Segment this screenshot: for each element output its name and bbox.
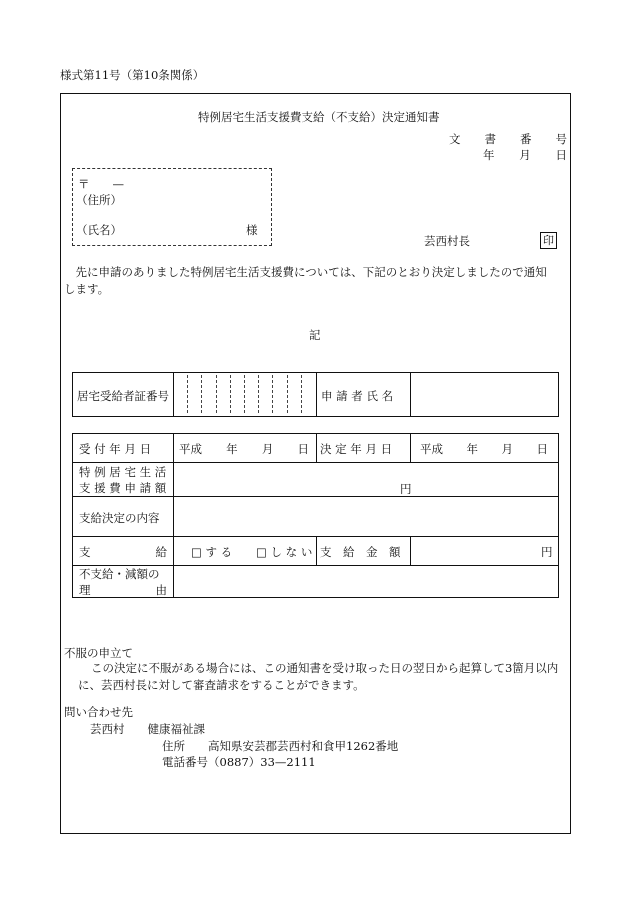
application-amount-label-2: 支 援 費 申 請 額 xyxy=(79,481,167,495)
honorific: 様 xyxy=(246,223,258,237)
objection-heading: 不服の申立て xyxy=(64,646,133,660)
receipt-date-label: 受 付 年 月 日 xyxy=(79,442,152,456)
payment-amount-yen: 円 xyxy=(541,545,553,559)
objection-line-2: に、芸西村長に対して審査請求をすることができます。 xyxy=(78,678,365,692)
date-day: 日 xyxy=(555,148,567,162)
decision-date-label: 決 定 年 月 日 xyxy=(320,442,393,456)
document-title: 特例居宅生活支援費支給（不支給）決定通知書 xyxy=(198,110,440,124)
receipt-date-value: 平成 年 月 日 xyxy=(179,442,309,456)
seal-mark: 印 xyxy=(540,232,557,249)
reason-label-1: 不支給・減額の xyxy=(79,567,160,581)
decision-content-label: 支給決定の内容 xyxy=(79,511,160,525)
contact-heading: 問い合わせ先 xyxy=(64,705,133,719)
reason-label-2: 理 由 xyxy=(79,583,167,597)
contact-phone: 電話番号（0887）33—2111 xyxy=(162,755,316,769)
payment-label: 支 給 xyxy=(79,545,167,559)
form-number: 様式第11号（第10条関係） xyxy=(60,68,205,82)
doc-number-char: 号 xyxy=(555,132,567,146)
application-amount-label-1: 特 例 居 宅 生 活 xyxy=(79,465,167,479)
objection-line-1: この決定に不服がある場合には、この通知書を受け取った日の翌日から起算して3箇月以内 xyxy=(91,661,559,675)
contact-office: 芸西村 健康福祉課 xyxy=(90,722,205,736)
name-label: （氏名） xyxy=(76,223,122,237)
document-number xyxy=(449,131,567,147)
doc-number-char: 文 xyxy=(449,132,461,146)
issue-date xyxy=(483,147,567,163)
doc-number-char: 番 xyxy=(520,132,532,146)
date-month: 月 xyxy=(519,148,531,162)
decision-date-value: 平成 年 月 日 xyxy=(420,442,548,456)
postal-code: 〒 — xyxy=(78,177,124,191)
applicant-name-label: 申 請 者 氏 名 xyxy=(321,389,394,403)
payment-no-checkbox[interactable]: □ し な い xyxy=(256,545,313,559)
issuer: 芸西村長 xyxy=(424,234,470,248)
body-text-line-1: 先に申請のありました特例居宅生活支援費については、下記のとおり決定しましたので通知 xyxy=(64,265,547,279)
body-text-line-2: します。 xyxy=(64,282,110,296)
doc-number-char: 書 xyxy=(484,132,496,146)
record-heading: 記 xyxy=(309,328,321,342)
contact-address: 住所 高知県安芸郡芸西村和食甲1262番地 xyxy=(162,739,399,753)
payment-yes-checkbox[interactable]: □ す る xyxy=(191,545,233,559)
payment-amount-label: 支 給 金 額 xyxy=(320,545,401,559)
address-label: （住所） xyxy=(76,193,122,207)
certificate-number-label: 居宅受給者証番号 xyxy=(77,389,169,403)
date-year: 年 xyxy=(483,148,495,162)
application-amount-yen: 円 xyxy=(400,482,412,496)
